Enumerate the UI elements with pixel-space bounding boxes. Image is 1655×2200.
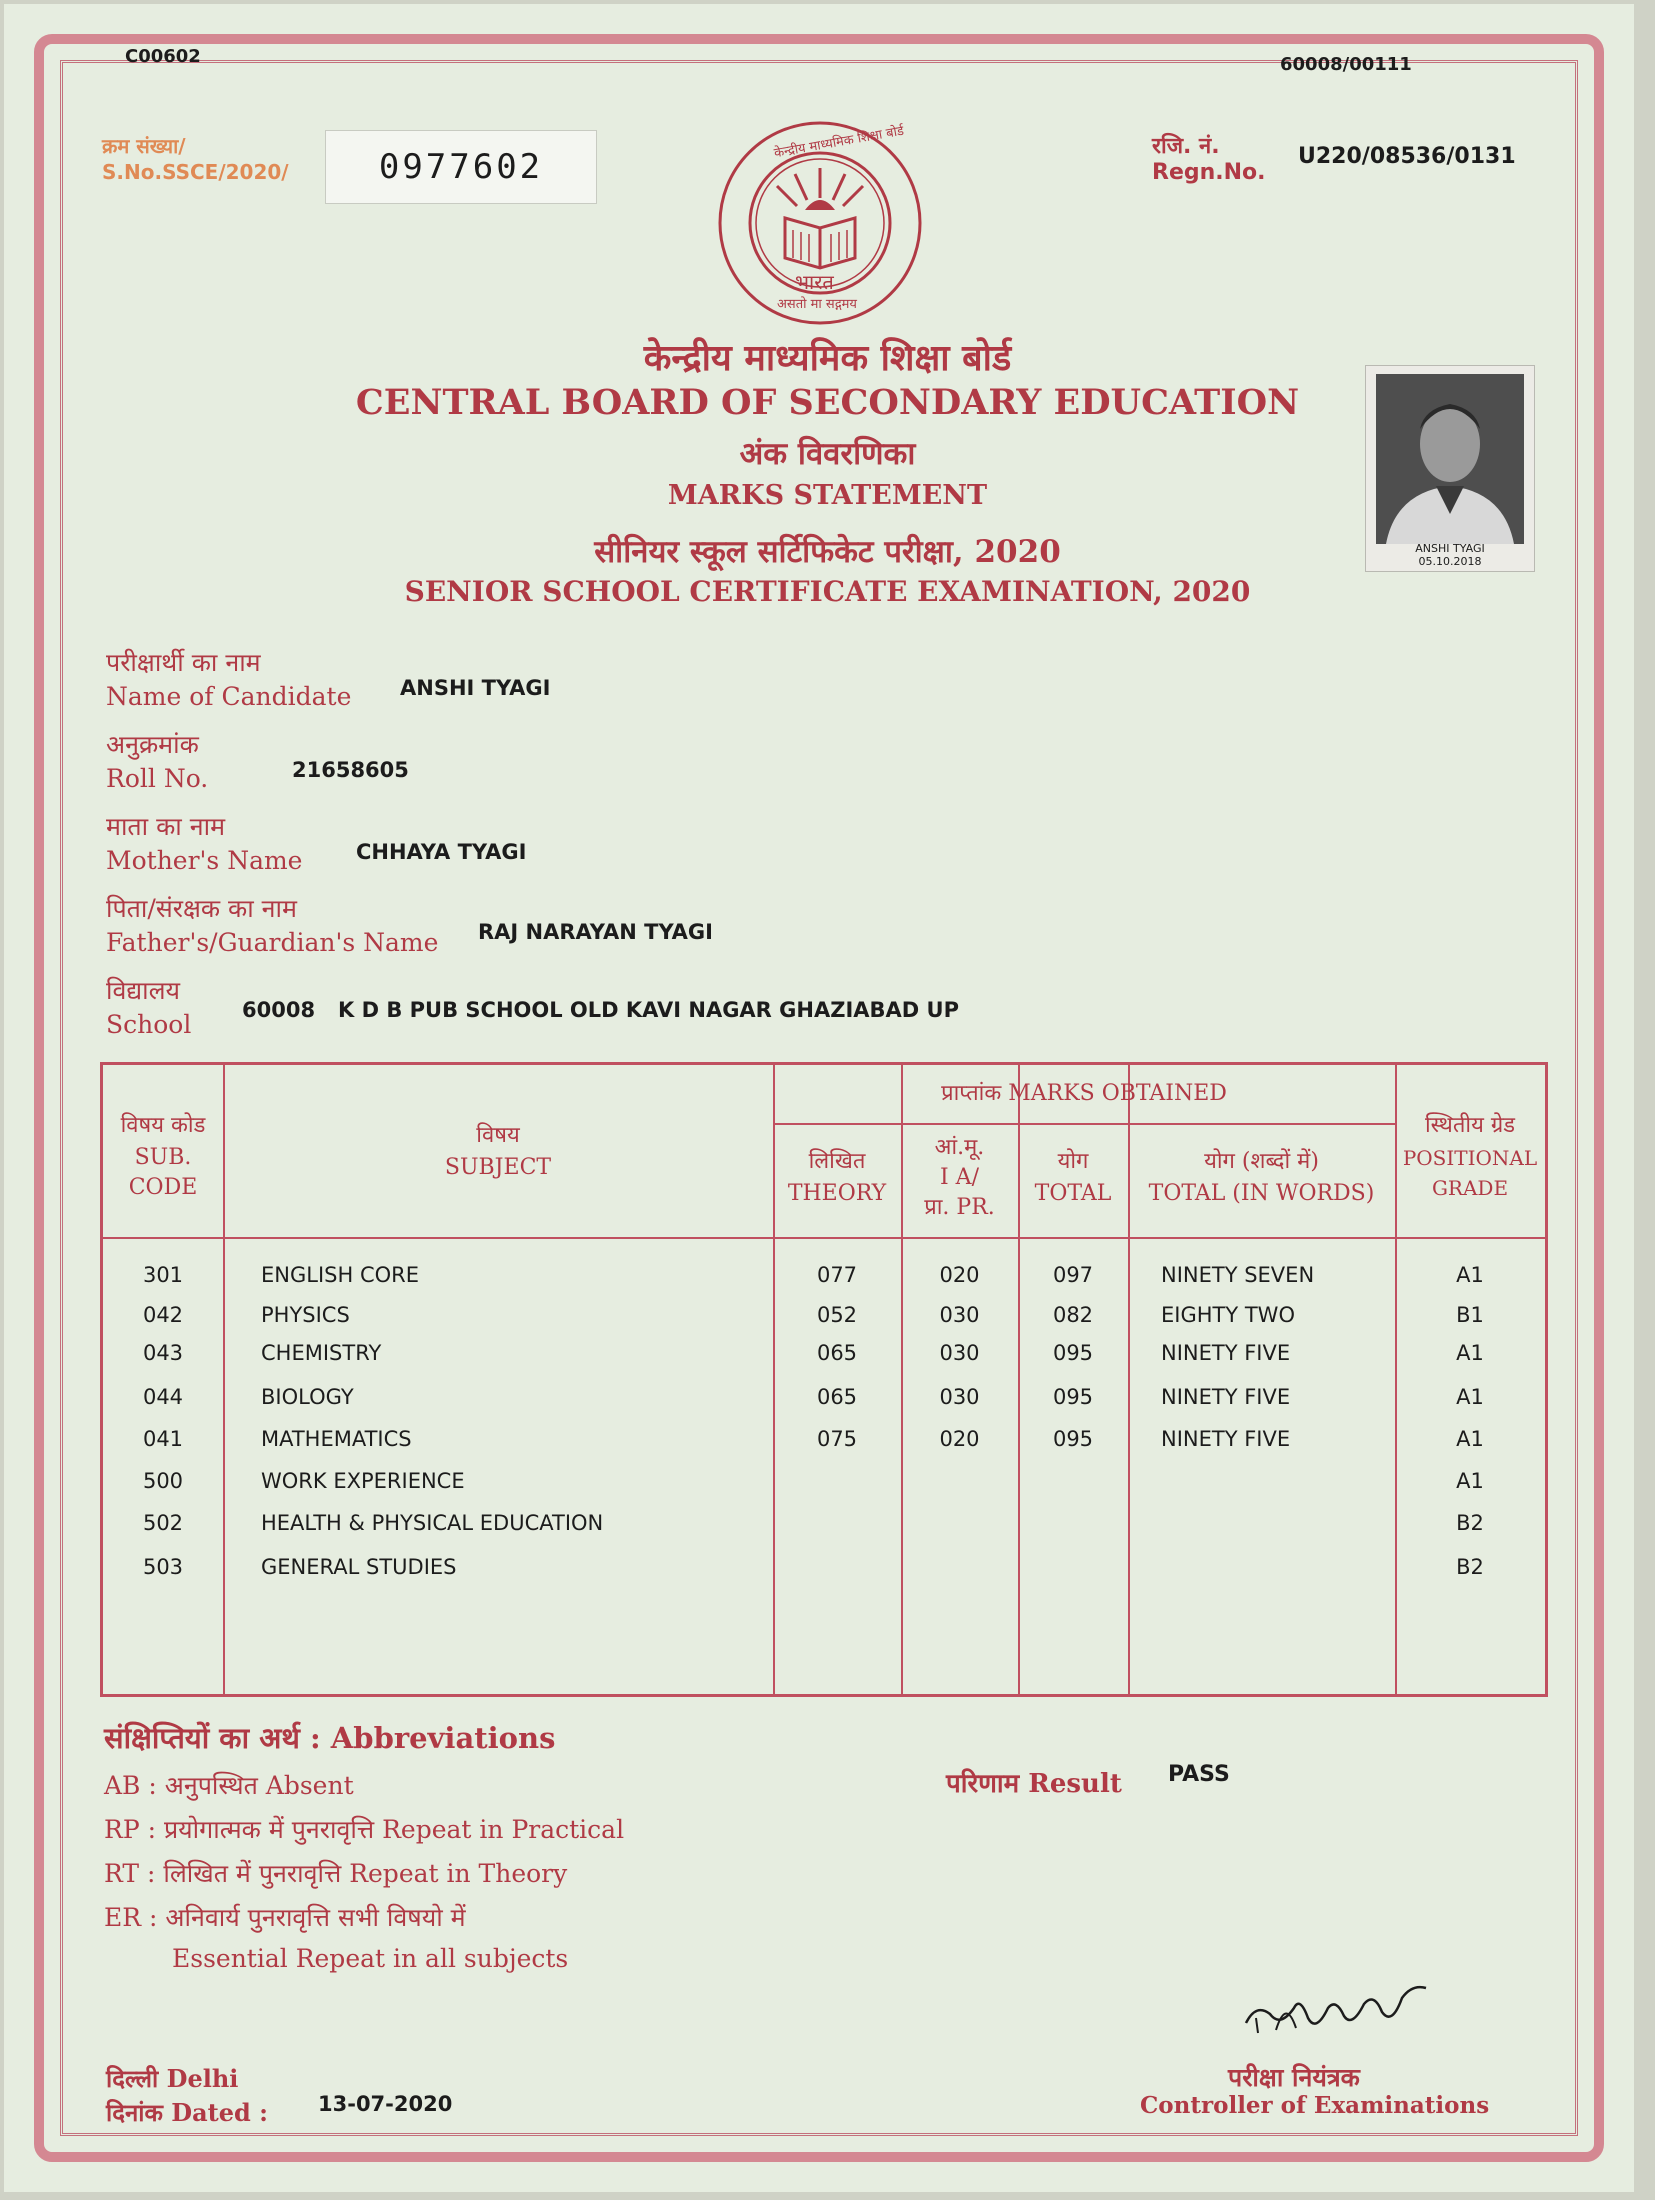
cell-grade: A1 (1456, 1341, 1484, 1365)
exam-title-english: SENIOR SCHOOL CERTIFICATE EXAMINATION, 2020 (404, 575, 1251, 608)
controller-title-hindi: परीक्षा नियंत्रक (1228, 2063, 1360, 2092)
school-label-english: School (106, 1010, 192, 1039)
controller-signature (1236, 1978, 1466, 2048)
board-name-hindi: केन्द्रीय माध्यमिक शिक्षा बोर्ड (643, 337, 1012, 379)
cell-grade: B2 (1456, 1555, 1484, 1579)
header-words-english: TOTAL (IN WORDS) (1148, 1181, 1375, 1206)
regn-number: U220/08536/0131 (1298, 144, 1516, 169)
cell-grade: B1 (1456, 1303, 1484, 1327)
roll-label-english: Roll No. (106, 764, 209, 793)
cell-subject: CHEMISTRY (261, 1341, 382, 1365)
header-ia-hindi: आं.मू. (934, 1135, 985, 1160)
cell-words: NINETY FIVE (1161, 1427, 1291, 1451)
cell-total: 095 (1052, 1427, 1094, 1451)
cell-code: 044 (142, 1385, 184, 1409)
cell-subject: GENERAL STUDIES (261, 1555, 457, 1579)
header-code-english-1: SUB. (134, 1145, 192, 1170)
serial-label-english: S.No.SSCE/2020/ (102, 160, 289, 184)
exam-title-hindi: सीनियर स्कूल सर्टिफिकेट परीक्षा, 2020 (594, 534, 1061, 570)
mother-label-english: Mother's Name (106, 846, 303, 875)
dated-value: 13-07-2020 (318, 2092, 453, 2116)
abbr-repeat-theory: RT : लिखित में पुनरावृत्ति Repeat in Theory (104, 1859, 568, 1888)
abbr-essential-repeat-english: Essential Repeat in all subjects (172, 1944, 569, 1973)
mother-name: CHHAYA TYAGI (356, 840, 527, 864)
result-value: PASS (1168, 1762, 1230, 1787)
cell-words: NINETY FIVE (1161, 1341, 1291, 1365)
photo-caption-name: ANSHI TYAGI (1415, 542, 1485, 555)
emblem-top-text: केन्द्रीय माध्यमिक शिक्षा बोर्ड (772, 123, 906, 162)
signature-icon (1236, 1978, 1466, 2048)
name-label-english: Name of Candidate (106, 682, 352, 711)
cell-total: 095 (1052, 1341, 1094, 1365)
header-theory-english: THEORY (787, 1181, 887, 1206)
cell-theory: 052 (816, 1303, 858, 1327)
regn-label-english: Regn.No. (1152, 160, 1266, 185)
candidate-name: ANSHI TYAGI (400, 676, 551, 700)
board-name-english: CENTRAL BOARD OF SECONDARY EDUCATION (355, 382, 1300, 423)
cell-subject: HEALTH & PHYSICAL EDUCATION (261, 1511, 604, 1535)
emblem-motto: असतो मा सद्गमय (777, 297, 857, 312)
abbr-essential-repeat: ER : अनिवार्य पुनरावृत्ति सभी विषयो में (104, 1903, 466, 1932)
cell-words: NINETY FIVE (1161, 1385, 1291, 1409)
cell-code: 043 (142, 1341, 184, 1365)
header-total-english: TOTAL (1034, 1181, 1112, 1206)
statement-title-hindi: अंक विवरणिका (739, 436, 916, 472)
father-name: RAJ NARAYAN TYAGI (478, 920, 713, 944)
cell-theory: 077 (816, 1263, 858, 1287)
controller-title-english: Controller of Examinations (1140, 2092, 1490, 2119)
cell-ia: 020 (939, 1427, 980, 1451)
header-subject-hindi: विषय (476, 1123, 520, 1148)
cell-grade: A1 (1456, 1427, 1484, 1451)
roll-label-hindi: अनुक्रमांक (106, 730, 199, 759)
father-label-hindi: पिता/संरक्षक का नाम (106, 894, 297, 923)
cell-total: 082 (1052, 1303, 1094, 1327)
abbr-absent: AB : अनुपस्थित Absent (104, 1771, 354, 1800)
candidate-portrait (1376, 374, 1524, 544)
cell-theory: 075 (816, 1427, 858, 1451)
place: दिल्ली Delhi (106, 2064, 239, 2093)
header-grade-english-2: GRADE (1431, 1176, 1509, 1200)
mother-label-hindi: माता का नाम (106, 812, 226, 841)
header-ia-practical: प्रा. PR. (924, 1195, 995, 1220)
photo-caption-date: 05.10.2018 (1418, 555, 1482, 568)
name-label-hindi: परीक्षार्थी का नाम (106, 648, 261, 677)
header-code-hindi: विषय कोड (120, 1113, 206, 1138)
header-grade-english-1: POSITIONAL (1402, 1146, 1538, 1170)
marks-table (100, 1062, 1548, 1697)
header-words-hindi: योग (शब्दों में) (1204, 1149, 1319, 1174)
portrait-icon (1376, 374, 1524, 544)
cell-words: NINETY SEVEN (1161, 1263, 1315, 1287)
serial-number: 0977602 (325, 130, 597, 204)
cell-grade: A1 (1456, 1263, 1484, 1287)
cell-ia: 030 (939, 1385, 980, 1409)
cell-code: 041 (142, 1427, 184, 1451)
header-theory-hindi: लिखित (808, 1149, 866, 1174)
candidate-photo (1365, 365, 1535, 572)
cell-grade: B2 (1456, 1511, 1484, 1535)
top-right-code: 60008/00111 (1280, 54, 1412, 75)
cell-ia: 030 (939, 1303, 980, 1327)
header-total-hindi: योग (1057, 1149, 1089, 1174)
cell-subject: ENGLISH CORE (261, 1263, 419, 1287)
cell-grade: A1 (1456, 1385, 1484, 1409)
cell-subject: WORK EXPERIENCE (261, 1469, 465, 1493)
dated-label: दिनांक Dated : (106, 2098, 268, 2127)
top-left-code: C00602 (125, 46, 201, 67)
cell-total: 095 (1052, 1385, 1094, 1409)
header-bottom-divider (103, 1237, 1545, 1239)
cell-theory: 065 (816, 1341, 858, 1365)
roll-number: 21658605 (292, 758, 409, 782)
header-marks-obtained: प्राप्तांक MARKS OBTAINED (941, 1081, 1227, 1106)
abbreviations-title-english: Abbreviations (330, 1721, 556, 1755)
cbse-emblem (715, 118, 925, 328)
abbreviations-title-hindi: संक्षिप्तियों का अर्थ : (104, 1721, 321, 1755)
school-name: K D B PUB SCHOOL OLD KAVI NAGAR GHAZIABAD UP (338, 998, 959, 1022)
father-label-english: Father's/Guardian's Name (106, 928, 439, 957)
cell-ia: 020 (939, 1263, 980, 1287)
cell-code: 502 (142, 1511, 184, 1535)
marks-header-divider (773, 1123, 1395, 1125)
emblem-bharat: भारत (795, 270, 834, 294)
cell-grade: A1 (1456, 1469, 1484, 1493)
school-label-hindi: विद्यालय (106, 976, 181, 1005)
cell-code: 042 (142, 1303, 184, 1327)
cell-ia: 030 (939, 1341, 980, 1365)
abbreviations-heading (104, 1718, 555, 1757)
regn-label-hindi: रजि. नं. (1152, 134, 1220, 159)
statement-title-english: MARKS STATEMENT (667, 480, 988, 511)
result-label: परिणाम Result (946, 1769, 1122, 1799)
abbr-repeat-practical: RP : प्रयोगात्मक में पुनरावृत्ति Repeat in Practical (104, 1815, 625, 1844)
cell-code: 301 (142, 1263, 184, 1287)
serial-label-hindi: क्रम संख्या/ (102, 134, 186, 158)
cell-words: EIGHTY TWO (1161, 1303, 1295, 1327)
cell-theory: 065 (816, 1385, 858, 1409)
header-grade-hindi: स्थितीय ग्रेड (1424, 1113, 1516, 1138)
cell-subject: PHYSICS (261, 1303, 350, 1327)
header-ia-english: I A/ (940, 1165, 979, 1190)
cell-code: 503 (142, 1555, 184, 1579)
header-subject-english: SUBJECT (444, 1155, 552, 1180)
cell-subject: BIOLOGY (261, 1385, 354, 1409)
header-code-english-2: CODE (128, 1175, 198, 1200)
school-code: 60008 (242, 998, 316, 1022)
cell-subject: MATHEMATICS (261, 1427, 412, 1451)
cell-total: 097 (1052, 1263, 1094, 1287)
cell-code: 500 (142, 1469, 184, 1493)
